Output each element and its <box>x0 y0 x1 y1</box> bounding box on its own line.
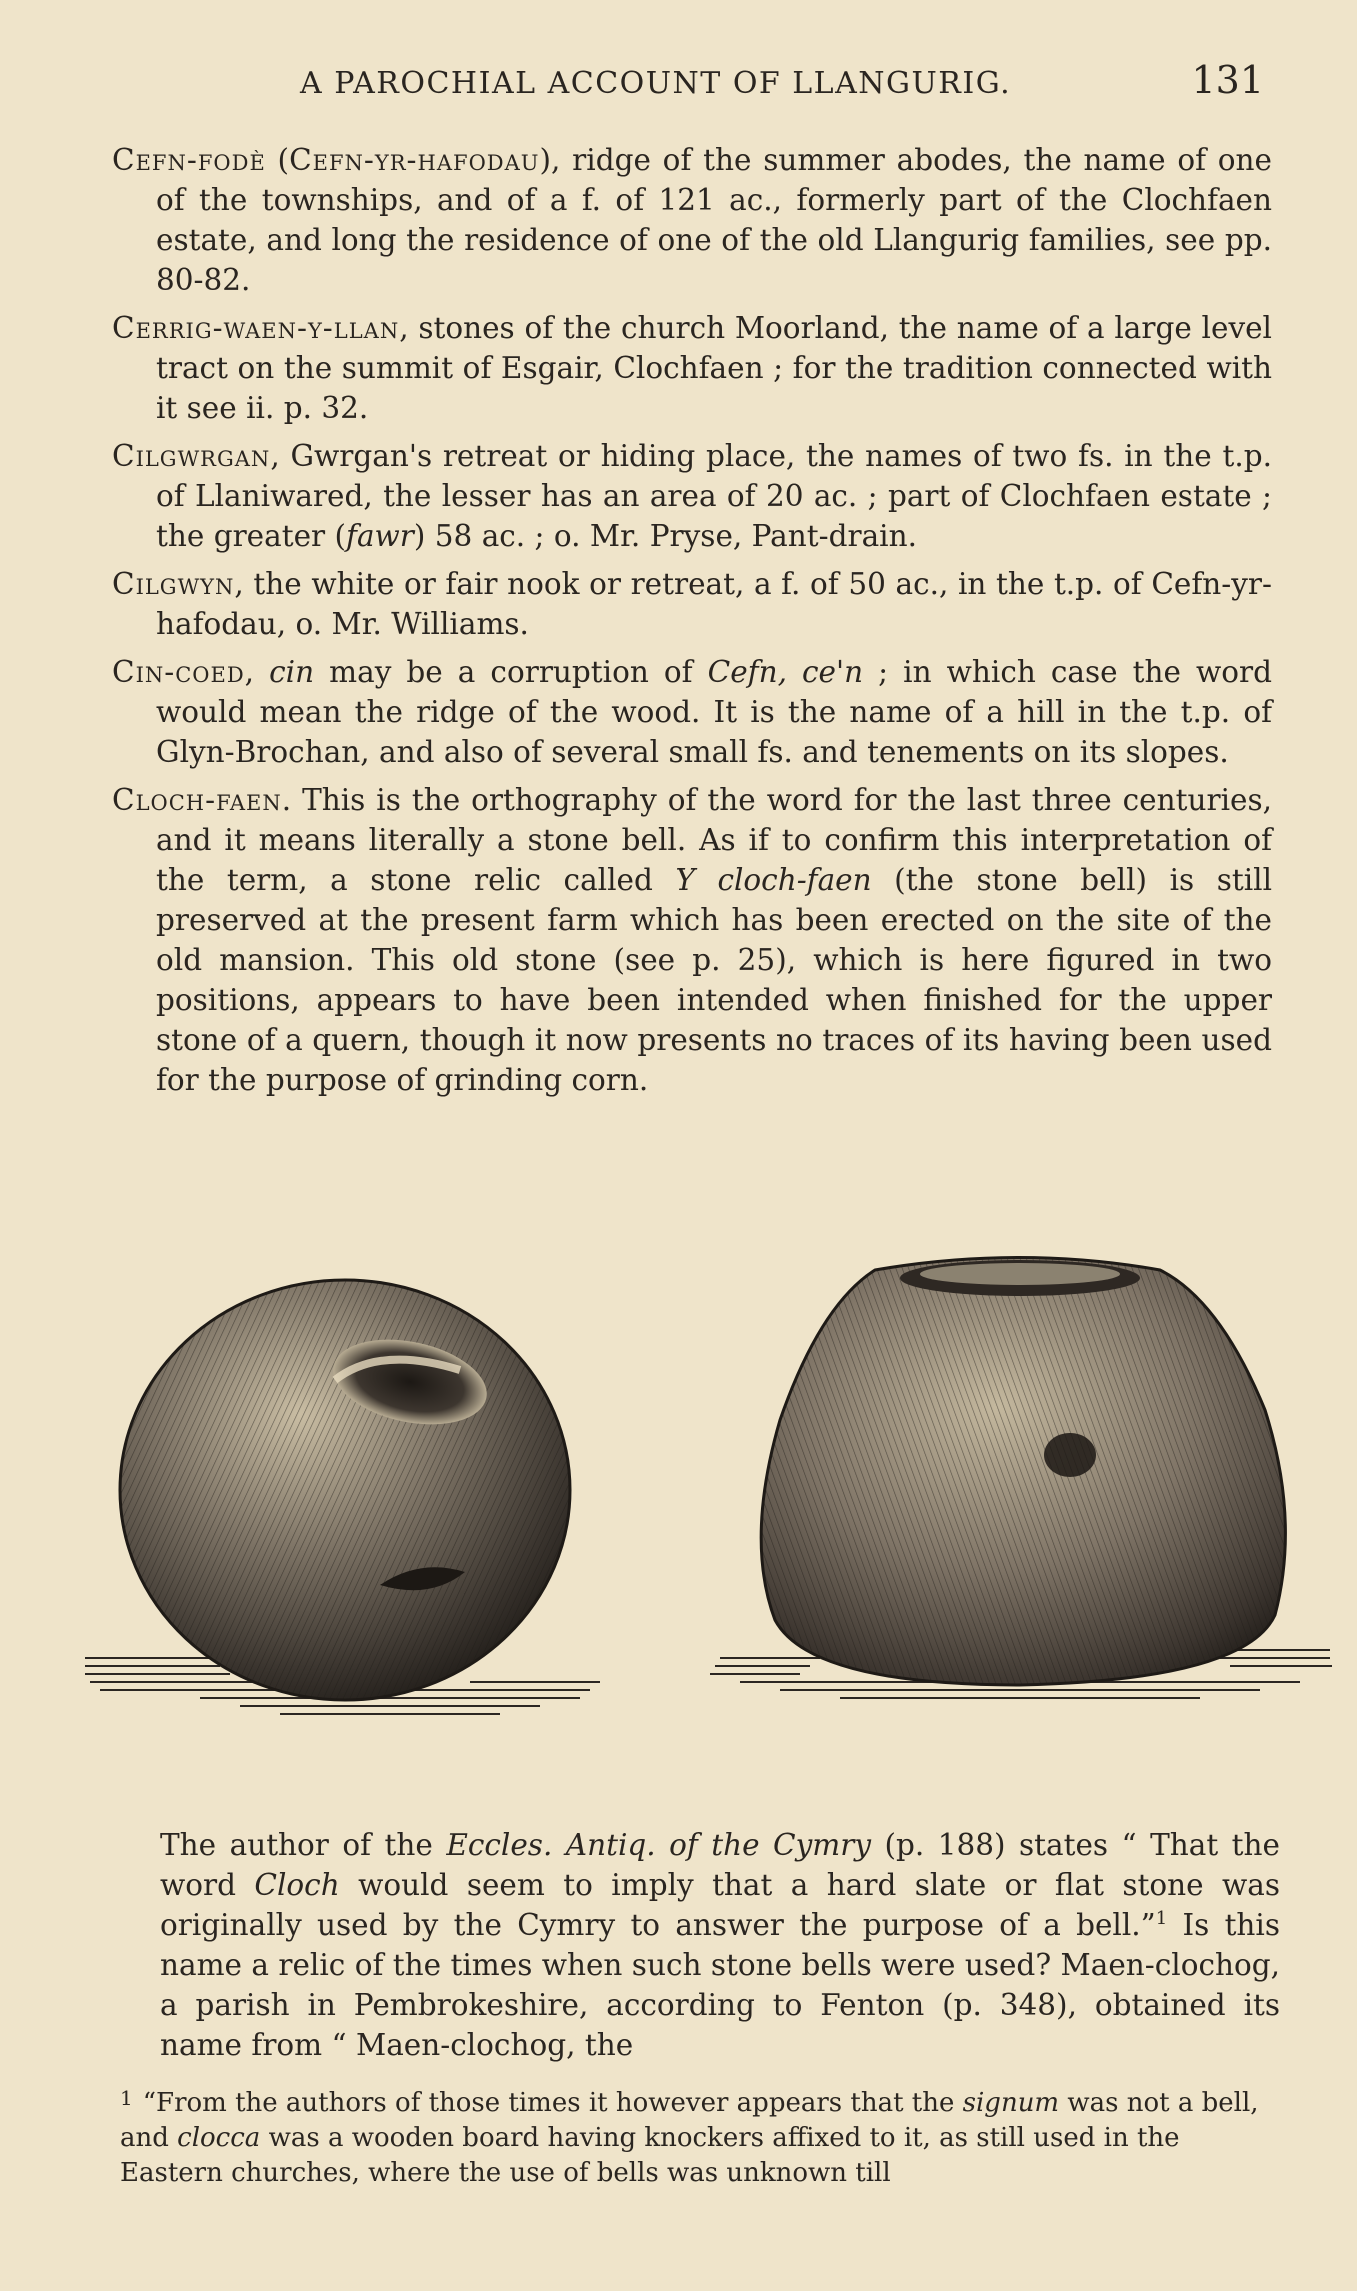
stone-bell-top-view-illustration <box>80 1240 610 1780</box>
entry-text: (the stone bell) is still preserved at the present farm which has been erected on the site of the old mansion. This old stone (see p. 25), which is here figured in two positions, appears to have been intended when finished for the upper stone of a quern, though it now presents no traces of its having been used for the purpose of grinding corn. <box>156 863 1272 1097</box>
glossary-entries <box>112 140 1272 1108</box>
body-paragraph <box>160 1825 1280 2065</box>
stone-side-view-icon <box>761 1258 1285 1686</box>
entry-text: . This is the orthography of the word for the last three centuries, and it means literally a stone bell. As if to confirm this interpretation of the term, a stone relic called <box>156 783 1272 897</box>
entry-headword: Cilgwrgan <box>112 439 271 473</box>
footnote-text: was a wooden board having knockers affixed to it, as still used in the Eastern churches, where the use of bells was unknown till <box>120 2123 1180 2188</box>
entry-cloch-faen <box>112 780 1272 1100</box>
entry-italic: Y cloch-faen <box>675 863 872 897</box>
entry-italic: cin <box>269 655 315 689</box>
entry-headword: Cloch-faen <box>112 783 282 817</box>
entry-italic: fawr <box>346 519 414 553</box>
footnote-reference: 1 <box>1155 1907 1168 1929</box>
entry-text: , the white or fair nook or retreat, a f. of 50 ac., in the t.p. of Cefn-yr-hafodau, o. Mr. Williams. <box>156 567 1272 641</box>
entry-italic: Cefn, ce'n <box>707 655 864 689</box>
running-title: A PAROCHIAL ACCOUNT OF LLANGURIG. <box>300 66 1012 101</box>
para-italic: Eccles. Antiq. of the Cymry <box>446 1827 872 1862</box>
entry-headword: Cilgwyn <box>112 567 235 601</box>
footnote-marker: 1 <box>120 2086 133 2110</box>
footnote-italic: signum <box>962 2088 1060 2118</box>
entry-cin-coed <box>112 652 1272 772</box>
entry-cerrig-waen-y-llan <box>112 308 1272 428</box>
para-text: (p. 188) states “ That the word <box>160 1827 1280 1902</box>
entry-text: ; in which case the word would mean the ridge of the wood. It is the name of a hill in the t.p. of Glyn-Brochan, and also of several small fs. and tenements on its slopes. <box>156 655 1272 769</box>
para-text: The author of the <box>160 1827 447 1862</box>
para-text: Is this name a relic of the times when such stone bells were used? Maen-clochog, a parish in Pembrokeshire, according to Fenton (p. 348), obtained its name from “ Maen-clochog, the <box>160 1907 1280 2062</box>
entry-alt-headword: Cefn-yr-hafodau <box>289 143 540 177</box>
para-text: would seem to imply that a hard slate or flat stone was originally used by the Cymry to answer the purpose of a bell.” <box>160 1867 1280 1942</box>
page-number: 131 <box>1191 58 1264 102</box>
stone-bell-side-view-illustration <box>700 1240 1340 1780</box>
entry-text: ( <box>265 143 290 177</box>
footnote-text: was not a bell, and <box>120 2088 1259 2153</box>
footnote-italic: clocca <box>177 2123 261 2153</box>
entry-cilgwrgan <box>112 436 1272 556</box>
entry-headword: Cin-coed <box>112 655 245 689</box>
entry-text: ), ridge of the summer abodes, the name of one of the townships, and of a f. of 121 ac., formerly part of the Clochfaen estate, and long the residence of one of the old Llangurig families, see pp. 80-82. <box>156 143 1272 297</box>
entry-text: may be a corruption of <box>314 655 708 689</box>
entry-cilgwyn <box>112 564 1272 644</box>
running-head <box>300 58 1300 108</box>
para-italic: Cloch <box>254 1867 340 1902</box>
stone-bell-figures <box>80 1240 1340 1780</box>
entry-text: , stones of the church Moorland, the name of a large level tract on the summit of Esgair, Clochfaen ; for the tradition connected with it see ii. p. 32. <box>156 311 1272 425</box>
entry-text: ) 58 ac. ; o. Mr. Pryse, Pant-drain. <box>413 519 917 553</box>
entry-text: , Gwrgan's retreat or hiding place, the names of two fs. in the t.p. of Llaniwared, the lesser has an area of 20 ac. ; part of Clochfaen estate ; the greater ( <box>156 439 1272 553</box>
footnote <box>120 2081 1280 2191</box>
entry-cefn-fode <box>112 140 1272 300</box>
entry-text: , <box>244 655 270 689</box>
footnote-text: “From the authors of those times it however appears that the <box>142 2088 963 2118</box>
entry-headword: Cefn-fodè <box>112 143 266 177</box>
entry-headword: Cerrig-waen-y-llan <box>112 311 400 345</box>
stone-top-view-icon <box>120 1280 570 1700</box>
